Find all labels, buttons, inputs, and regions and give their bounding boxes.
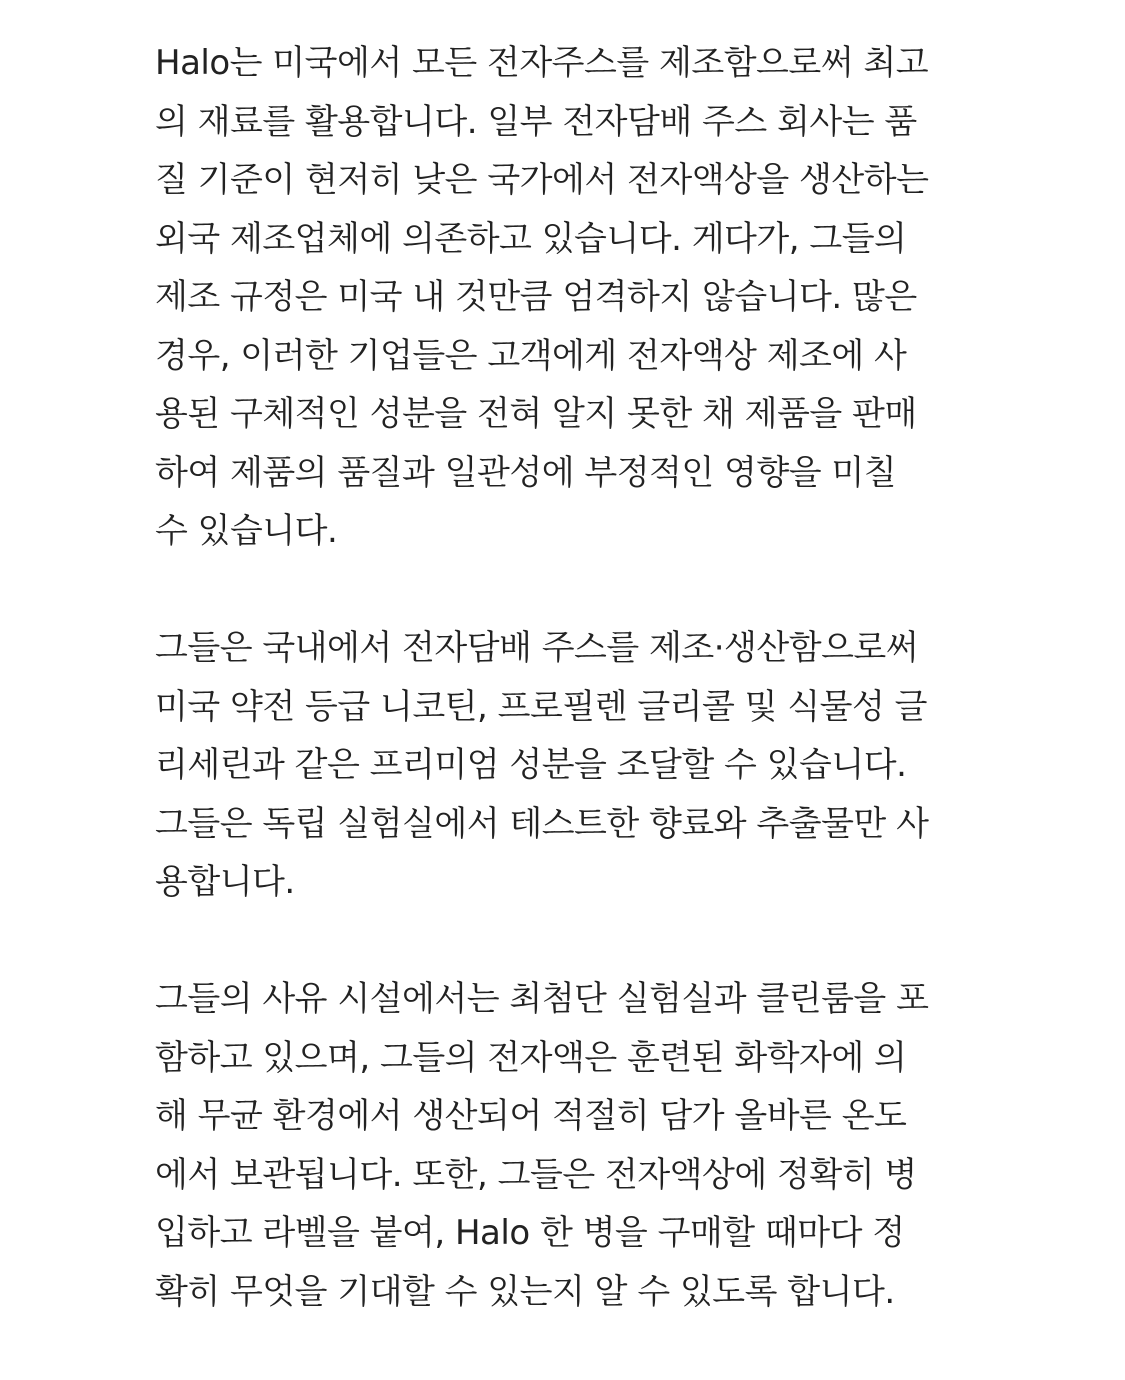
text-line: 제조 규정은 미국 내 것만큼 엄격하지 않습니다. 많은 (155, 277, 917, 317)
text-line: 함하고 있으며, 그들의 전자액은 훈련된 화학자에 의 (155, 1037, 907, 1078)
text-line: 에서 보관됩니다. 또한, 그들은 전자액상에 정확히 병 (155, 1154, 917, 1195)
paragraph (155, 34, 985, 561)
text-line: 외국 제조업체에 의존하고 있습니다. 게다가, 그들의 (155, 218, 907, 259)
text-line: 미국 약전 등급 니코틴, 프로필렌 글리콜 및 식물성 글 (155, 686, 927, 727)
text-line: Halo는 미국에서 모든 전자주스를 제조함으로써 최고 (155, 43, 929, 83)
text-line: 그들은 독립 실험실에서 테스트한 향료와 추출물만 사 (155, 803, 929, 844)
text-line: 입하고 라벨을 붙여, Halo 한 병을 구매할 때마다 정 (155, 1213, 905, 1253)
text-line: 의 재료를 활용합니다. 일부 전자담배 주스 회사는 품 (155, 101, 917, 142)
text-line: 용된 구체적인 성분을 전혀 알지 못한 채 제품을 판매 (155, 394, 917, 434)
paragraph (155, 619, 985, 912)
text-line: 용합니다. (155, 862, 295, 902)
text-line: 해 무균 환경에서 생산되어 적절히 담가 올바른 온도 (155, 1096, 907, 1136)
text-line: 하여 제품의 품질과 일관성에 부정적인 영향을 미칠 (155, 452, 897, 493)
text-line: 질 기준이 현저히 낮은 국가에서 전자액상을 생산하는 (155, 160, 929, 200)
text-line: 확히 무엇을 기대할 수 있는지 알 수 있도록 합니다. (155, 1271, 895, 1312)
text-line: 수 있습니다. (155, 511, 338, 551)
text-line: 그들은 국내에서 전자담배 주스를 제조·생산함으로써 (155, 628, 919, 668)
paragraph (155, 970, 985, 1321)
text-line: 경우, 이러한 기업들은 고객에게 전자액상 제조에 사 (155, 335, 907, 376)
text-line: 리세린과 같은 프리미엄 성분을 조달할 수 있습니다. (155, 745, 907, 785)
document-body (155, 34, 985, 1380)
text-line: 그들의 사유 시설에서는 최첨단 실험실과 클린룸을 포 (155, 979, 929, 1019)
